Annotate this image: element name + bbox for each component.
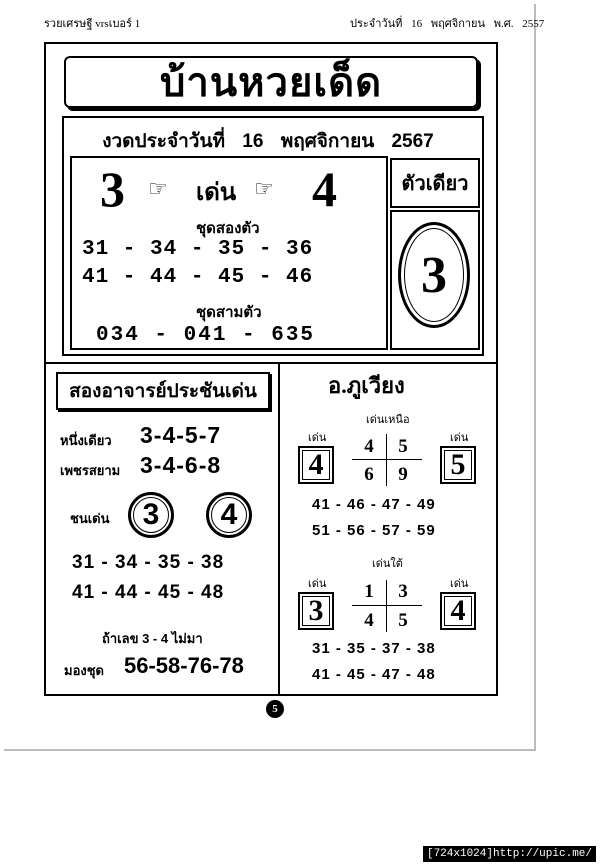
top-left-digit: 4	[298, 446, 334, 484]
row1-value: 3-4-5-7	[140, 422, 222, 448]
top-caption: เด่นเหนือ	[366, 414, 410, 426]
left-section-title: สองอาจารย์ประชันเด่น	[56, 372, 270, 410]
bottom-grid-hline	[352, 605, 422, 606]
bottom-left-tag: เด่น	[308, 578, 327, 590]
running-head-prefix: ประจำวันที่	[350, 18, 403, 30]
bottom-grid-vline	[386, 580, 387, 632]
bottom-right-digit: 4	[440, 592, 476, 630]
single-label: ตัวเดียว	[390, 158, 480, 208]
banner	[64, 56, 478, 108]
top-right-digit: 5	[440, 446, 476, 484]
two-digit-label: ชุดสองตัว	[196, 220, 260, 237]
three-digit-row: 034 - 041 - 635	[96, 324, 316, 347]
right-section-title: อ.ภูเวียง	[328, 373, 405, 398]
section-divider-vertical	[278, 362, 280, 696]
top-grid-cell: 5	[398, 436, 408, 457]
note: ถ้าเลข 3 - 4 ไม่มา	[102, 631, 203, 646]
bottom-grid-cell: 1	[364, 581, 374, 602]
row1-label: หนึ่งเดียว	[60, 433, 112, 448]
running-head-day: 16	[411, 18, 423, 30]
row2-value: 3-4-6-8	[140, 452, 222, 478]
top-grid-hline	[352, 459, 422, 460]
pairs-row-1: 31 - 34 - 35 - 38	[72, 552, 225, 573]
set-label: มองชุด	[64, 663, 104, 678]
top-right-tag: เด่น	[450, 432, 469, 444]
bottom-row-1: 31 - 35 - 37 - 38	[312, 640, 436, 657]
row2-label: เพชรสยาม	[60, 463, 121, 478]
running-head-year: 2557	[522, 18, 545, 30]
page-number: 5	[266, 700, 284, 718]
lead-right-digit: 4	[312, 161, 337, 217]
pointing-right-hand-icon: ☞	[148, 176, 168, 201]
draw-month: พฤศจิกายน	[280, 131, 375, 152]
draw-year: 2567	[391, 131, 434, 152]
bottom-left-digit: 3	[298, 592, 334, 630]
draw-day: 16	[242, 131, 264, 152]
two-digit-row-2: 41 - 44 - 45 - 46	[82, 266, 314, 289]
lead-label: เด่น	[196, 179, 237, 206]
running-head-left: รวยเศรษฐี vrsเบอร์ 1	[44, 18, 141, 30]
running-head-era: พ.ศ.	[493, 18, 514, 30]
draw-date	[78, 126, 458, 156]
running-head-month: พฤศจิกายน	[430, 18, 486, 30]
pointing-right-hand-icon: ☞	[254, 176, 274, 201]
running-head-right	[350, 14, 550, 32]
top-left-tag: เด่น	[308, 432, 327, 444]
top-row-2: 51 - 56 - 57 - 59	[312, 522, 436, 539]
bottom-right-tag: เด่น	[450, 578, 469, 590]
lead-pair-digit-1: 3	[128, 492, 174, 538]
two-digit-row-1: 31 - 34 - 35 - 36	[82, 238, 314, 261]
bottom-row-2: 41 - 45 - 47 - 48	[312, 666, 436, 683]
top-grid-cell: 6	[364, 464, 374, 485]
bottom-caption: เด่นใต้	[372, 558, 403, 570]
bottom-grid-cell: 3	[398, 581, 408, 602]
three-digit-label: ชุดสามตัว	[196, 304, 262, 321]
bottom-grid-cell: 5	[398, 610, 408, 631]
single-digit: 3	[404, 228, 464, 322]
draw-prefix: งวดประจำวันที่	[102, 131, 225, 152]
banner-title: บ้านหวยเด็ด	[159, 61, 383, 105]
top-grid-cell: 4	[364, 436, 374, 457]
footer-tag: [724x1024]http://upic.me/	[423, 846, 596, 862]
pairs-row-2: 41 - 44 - 45 - 48	[72, 582, 225, 603]
lead-pair-digit-2: 4	[206, 492, 252, 538]
top-grid-vline	[386, 434, 387, 486]
top-row-1: 41 - 46 - 47 - 49	[312, 496, 436, 513]
lead-left-digit: 3	[100, 161, 125, 217]
bottom-grid-cell: 4	[364, 610, 374, 631]
section-divider-horizontal	[44, 362, 498, 364]
lead-pair-label: ชนเด่น	[70, 511, 110, 526]
set-value: 56-58-76-78	[124, 653, 244, 678]
top-grid-cell: 9	[398, 464, 408, 485]
